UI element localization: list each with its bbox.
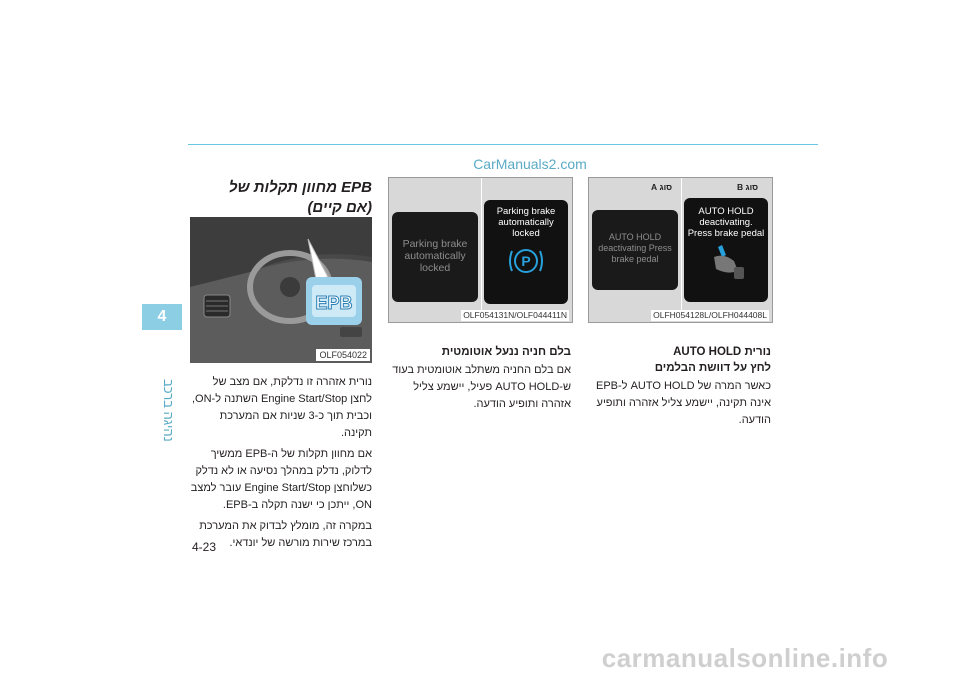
top-rule bbox=[188, 144, 818, 145]
auto-hold-screen-b-line1: AUTO HOLD bbox=[698, 206, 754, 217]
left-paragraph-1: נורית אזהרה זו נדלקת, אם מצב של לחצן Engine Start/Stop השתנה ל-ON, וכבית תוך כ-3 שניות אם המערכת תקינה. bbox=[191, 376, 372, 439]
middle-heading: בלם חניה ננעל אוטומטית bbox=[441, 346, 571, 358]
section-title bbox=[190, 178, 372, 218]
watermark-bottom: carmanualsonline.info bbox=[601, 643, 889, 673]
watermark-top: CarManuals2.com bbox=[473, 156, 587, 172]
left-text bbox=[190, 374, 372, 552]
middle-panel-code: OLF054131N/OLF044411N bbox=[463, 310, 567, 320]
auto-hold-screen-b-line3: Press brake pedal bbox=[687, 228, 765, 239]
right-heading-line1: נורית AUTO HOLD bbox=[673, 346, 771, 358]
chapter-side-label: נהיגה ברכב bbox=[161, 379, 176, 442]
middle-paragraph: אם בלם החניה משתלב אוטומטית בעוד ש-AUTO HOLD פעיל, יישמע צליל אזהרה ותופיע הודעה. bbox=[392, 364, 571, 410]
left-paragraph-2: אם מחוון תקלות של ה-EPB ממשיך לדלוק, נדלק במהלך נסיעה או לא נדלק כשלוחצן Engine Start/Stop עובר למצב ON, ייתכן כי ישנה תקלה ב-EPB. bbox=[190, 448, 372, 511]
right-text bbox=[588, 344, 771, 429]
right-heading-line2: לחץ על דוושת הבלמים bbox=[654, 362, 771, 374]
auto-hold-screen-type-a bbox=[592, 210, 678, 290]
section-title-line1: EPB מחוון תקלות של bbox=[228, 179, 372, 196]
parking-brake-screen-type-b bbox=[484, 200, 568, 304]
parking-brake-symbol: P bbox=[521, 253, 531, 269]
dashboard-photo bbox=[190, 217, 372, 363]
panel-divider bbox=[481, 178, 482, 310]
parking-brake-screen-type-a bbox=[392, 212, 478, 302]
middle-text bbox=[388, 344, 571, 413]
auto-hold-screen-b-line2: deactivating. bbox=[699, 217, 753, 228]
brake-pedal-icon bbox=[704, 243, 748, 283]
auto-hold-screen-a-text: AUTO HOLD deactivating Press brake pedal bbox=[598, 232, 672, 264]
type-b-label: סוג B bbox=[737, 182, 759, 192]
type-a-label: סוג A bbox=[651, 182, 673, 192]
chapter-tab: 4 bbox=[142, 304, 182, 330]
photo-code: OLF054022 bbox=[316, 349, 370, 361]
left-paragraph-3: במקרה זה, מומלץ לבדוק את המערכת במרכז שירות מורשה של יונדאי. bbox=[199, 520, 372, 549]
auto-hold-display-panel bbox=[588, 177, 773, 323]
panel-divider-right bbox=[681, 178, 682, 310]
parking-brake-warning-icon bbox=[506, 245, 546, 277]
parking-brake-screen-a-text: Parking brake automatically locked bbox=[402, 238, 468, 274]
dashboard-illustration bbox=[190, 217, 372, 363]
parking-brake-screen-b-text: Parking brake automatically locked bbox=[496, 206, 556, 239]
auto-hold-screen-type-b bbox=[684, 198, 768, 302]
parking-brake-display-panel bbox=[388, 177, 573, 323]
svg-text:EPB: EPB bbox=[315, 293, 353, 313]
section-title-line2: (אם קיים) bbox=[307, 199, 372, 216]
right-paragraph: כאשר המרה של AUTO HOLD ל-EPB אינה תקינה, יישמע צליל אזהרה ותופיע הודעה. bbox=[596, 380, 771, 426]
right-panel-code: OLFH054128L/OLFH044408L bbox=[653, 310, 767, 320]
page-number: 4-23 bbox=[192, 540, 217, 554]
